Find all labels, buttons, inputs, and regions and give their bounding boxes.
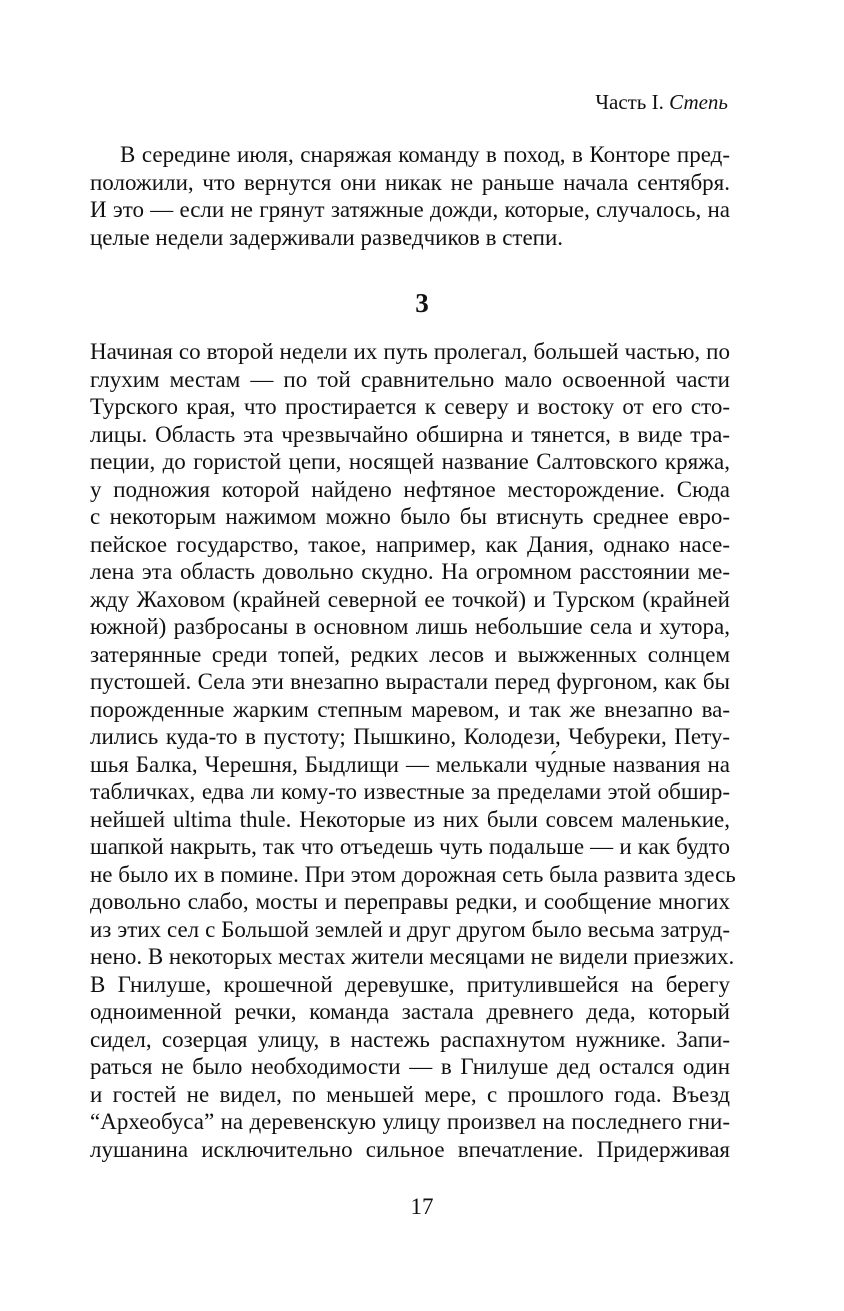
text-line: нено. В некоторых местах жители месяцами не видели приезжих. bbox=[90, 944, 735, 969]
text-line: у подножия которой найдено нефтяное месторождение. Сюда bbox=[90, 476, 730, 502]
page-number: 17 bbox=[410, 1194, 434, 1219]
running-head bbox=[595, 88, 728, 116]
text-line: В середине июля, снаряжая команду в поход, в Конторе пред- bbox=[120, 142, 730, 167]
text-line: “Археобуса” на деревенскую улицу произвел на последнего гни- bbox=[90, 1109, 730, 1134]
text-line: лушанина исключительно сильное впечатление. Придерживая bbox=[90, 1136, 730, 1162]
running-head-section: Степь bbox=[669, 90, 728, 114]
text-line: затерянные среди топей, редких лесов и выжженных солнцем bbox=[90, 641, 730, 667]
text-line: положили, что вернутся они никак не раньше начала сентября. bbox=[90, 169, 730, 195]
main-paragraph bbox=[90, 338, 736, 1163]
text-line: жду Жаховом (крайней северной ее точкой) и Турском (крайней bbox=[90, 586, 730, 612]
text-line: И это — если не грянут затяжные дожди, которые, случалось, на bbox=[90, 197, 730, 222]
text-line: сидел, созерцая улицу, в настежь распахнутом нужнике. Запи- bbox=[90, 1026, 730, 1052]
text-line: порожденные жарким степным маревом, и так же внезапно ва- bbox=[90, 696, 730, 722]
text-line: пейское государство, такое, например, как Дания, однако насе- bbox=[90, 531, 730, 557]
text-line: нейшей ultima thule. Некоторые из них были совсем маленькие, bbox=[90, 806, 730, 832]
text-line: не было их в помине. При этом дорожная сеть была развита здесь bbox=[90, 861, 736, 887]
running-head-part: Часть I. bbox=[595, 90, 664, 114]
intro-paragraph bbox=[90, 141, 730, 251]
text-line: целые недели задерживали разведчиков в степи. bbox=[90, 224, 564, 250]
text-line: южной) разбросаны в основном лишь небольшие села и хутора, bbox=[90, 614, 730, 639]
text-line: и гостей не видел, по меньшей мере, с прошлого года. Въезд bbox=[90, 1081, 730, 1107]
text-line: пеции, до гористой цепи, носящей название Салтовского кряжа, bbox=[90, 449, 730, 474]
text-line: шья Балка, Черешня, Быдлищи — мелькали чу́дные названия на bbox=[90, 751, 730, 777]
text-line: Турского края, что простирается к северу и востоку от его сто- bbox=[90, 394, 730, 419]
text-line: шапкой накрыть, так что отъедешь чуть подальше — и как будто bbox=[90, 834, 730, 859]
text-line: Начиная со второй недели их путь пролегал, большей частью, по bbox=[90, 339, 730, 364]
text-line: пустошей. Села эти внезапно вырастали перед фургоном, как бы bbox=[90, 669, 730, 694]
text-line: одноименной речки, команда застала древнего деда, который bbox=[90, 999, 730, 1024]
text-line: раться не было необходимости — в Гнилуше дед остался один bbox=[90, 1054, 730, 1079]
chapter-number: 3 bbox=[415, 288, 429, 318]
text-line: лицы. Область эта чрезвычайно обширна и тянется, в виде тра- bbox=[90, 421, 730, 447]
text-line: глухим местам — по той сравнительно мало освоенной части bbox=[90, 366, 730, 392]
text-line: с некоторым нажимом можно было бы втиснуть среднее евро- bbox=[90, 504, 730, 529]
text-line: из этих сел с Большой землей и друг другом было весьма затруд- bbox=[90, 916, 730, 942]
text-line: В Гнилуше, крошечной деревушке, притулившейся на берегу bbox=[90, 971, 730, 997]
text-line: лена эта область довольно скудно. На огромном расстоянии ме- bbox=[90, 559, 730, 584]
text-line: лились куда-то в пустоту; Пышкино, Колодези, Чебуреки, Пету- bbox=[90, 724, 730, 749]
text-line: довольно слабо, мосты и переправы редки, и сообщение многих bbox=[90, 889, 730, 914]
text-line: табличках, едва ли кому-то известные за пределами этой обшир- bbox=[90, 779, 730, 804]
